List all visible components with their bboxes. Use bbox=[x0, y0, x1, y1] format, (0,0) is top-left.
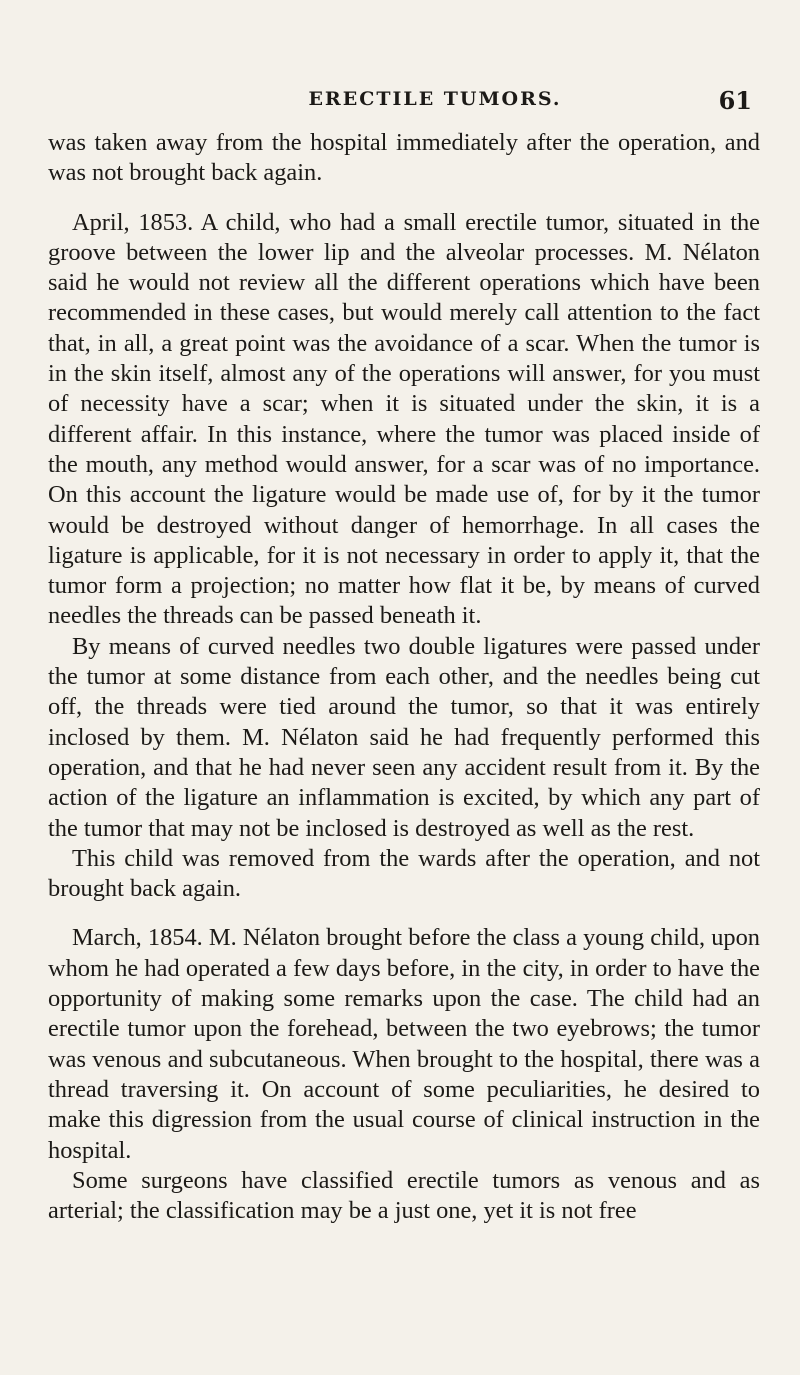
page-number: 61 bbox=[718, 86, 752, 115]
running-title: ERECTILE TUMORS. bbox=[308, 88, 562, 110]
running-head bbox=[0, 86, 800, 116]
paragraph-march-1854: March, 1854. M. Nélaton brought before the class a young child, upon whom he had operated a few days before, in the city, in order to have the opportunity of making some remarks upon the case. The child had an erectile tumor upon the forehead, between the two eyebrows; the tumor was venous and subcutaneous. When brought to the hospital, there was a thread traversing it. On account of some peculiarities, he desired to make this digression from the usual course of clinical instruction in the hospital. bbox=[48, 924, 760, 1164]
paragraph-ligature-procedure: By means of curved needles two double ligatures were passed under the tumor at some distance from each other, and the needles being cut off, the threads were tied around the tumor, so that it was entirely inclosed by them. M. Nélaton said he had frequently performed this operation, and that he had never seen any accident result from it. By the action of the ligature an inflammation is excited, by which any part of the tumor that may not be inclosed is destroyed as well as the rest. bbox=[48, 632, 760, 842]
paragraph-child-removed: This child was removed from the wards after the operation, and not brought back again. bbox=[48, 844, 760, 903]
paragraph-continuation: was taken away from the hospital immediately after the operation, and was not brought back again. bbox=[48, 129, 760, 187]
paragraph-april-1853: April, 1853. A child, who had a small erectile tumor, situated in the groove between the lower lip and the alveolar processes. M. Nélaton said he would not review all the different operations which have been recommended in these cases, but would merely call attention to the fact that, in all, a great point was the avoidance of a scar. When the tumor is in the skin itself, almost any of the operations will answer, for you must of necessity have a scar; when it is situated under the skin, it is a different affair. In this instance, where the tumor was placed inside of the mouth, any method would answer, for a scar was of no importance. On this account the ligature would be made use of, for by it the tumor would be destroyed without danger of hemorrhage. In all cases the ligature is applicable, for it is not necessary in order to apply it, that the tumor form a projection; no matter how flat it be, by means of curved needles the threads can be passed beneath it. bbox=[48, 208, 760, 630]
body-text bbox=[48, 128, 760, 1226]
paragraph-classification: Some surgeons have classified erectile tumors as venous and as arterial; the classification may be a just one, yet it is not free bbox=[48, 1166, 760, 1225]
